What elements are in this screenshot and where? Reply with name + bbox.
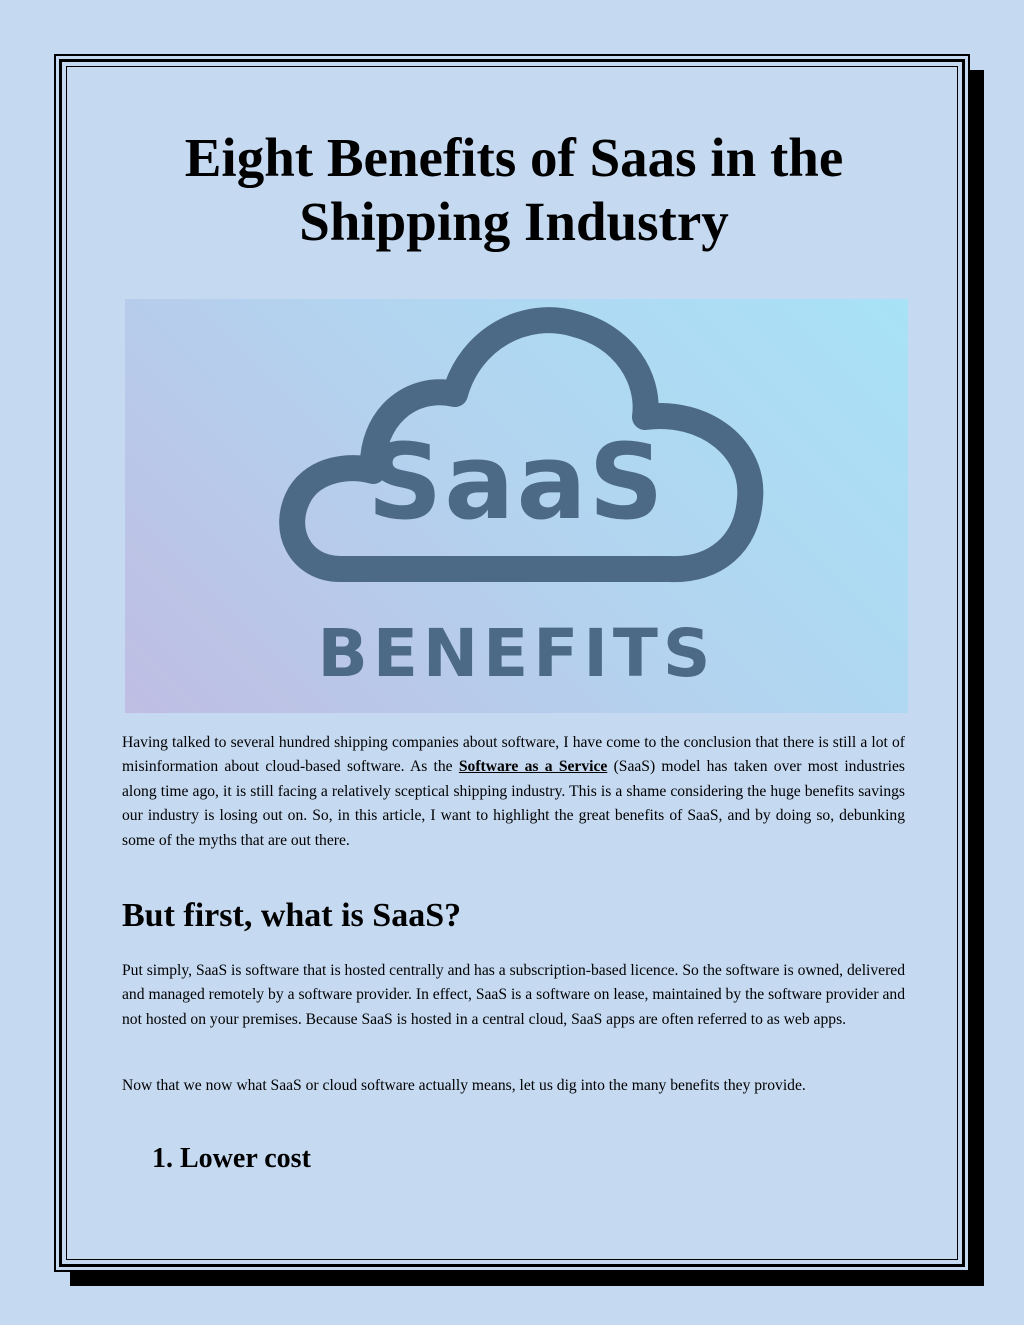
document-title: Eight Benefits of Saas in the Shipping Industry xyxy=(184,127,844,252)
intro-text-start: Having talked to several hundred shipping companies about software, I have come to the conclusion that there is still a lot of misinformation about cloud-based software. As the xyxy=(122,734,905,776)
hero-image xyxy=(125,299,908,713)
section-heading: But first, what is SaaS? xyxy=(122,897,462,934)
page-content xyxy=(122,126,906,1174)
section-paragraph-2: Now that we now what SaaS or cloud software actually means, let us dig into the many benefits they provide. xyxy=(122,1077,806,1094)
list-heading-lower-cost: 1. Lower cost xyxy=(152,1143,311,1174)
document-page xyxy=(54,54,970,1272)
software-as-a-service-link[interactable]: Software as a Service xyxy=(458,758,608,776)
hero-benefits-text: BENEFITS xyxy=(317,615,716,692)
intro-text-end: (SaaS) model has taken over most industries along time ago, it is still facing a relatively sceptical shipping industry. This is a shame considering the huge benefits savings our industry is losing out on. So, in this article, I want to highlight the great benefits of SaaS, and by doing so, debunking some of the myths that are out there. xyxy=(122,758,905,849)
section-paragraph-1: Put simply, SaaS is software that is hosted centrally and has a subscription-based licence. So the software is owned, delivered and managed remotely by a software provider. In effect, SaaS is a software on lease, maintained by the software provider and not hosted on your premises. Because SaaS is hosted in a central cloud, SaaS apps are often referred to as web apps. xyxy=(122,962,905,1028)
intro-paragraph xyxy=(122,731,905,853)
hero-saas-text: SaaS xyxy=(367,421,666,543)
